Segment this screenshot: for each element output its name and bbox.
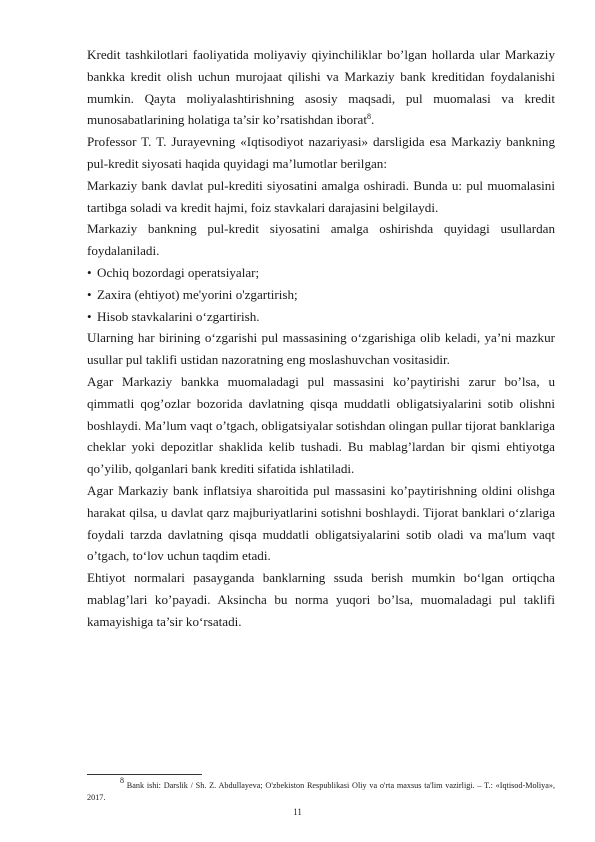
paragraph-4: Markaziy bankning pul-kredit siyosatini amalga oshirishda quyidagi usullardan foydalaniladi. — [87, 221, 555, 259]
paragraph-1-end: . — [371, 112, 375, 128]
document-body — [87, 44, 555, 633]
paragraph-1 — [87, 44, 555, 131]
list-item — [87, 284, 555, 306]
paragraph-2: Professor T. T. Jurayevning «Iqtisodiyot nazariyasi» darsligida esa Markaziy bankning pul-kredit siyosati haqida quyidagi ma’lumotlar berilgan: — [87, 134, 555, 171]
paragraph-1-text: Kredit tashkilotlari faoliyatida moliyaviy qiyinchiliklar bo’lgan hollarda ular Markaziy bankka kredit olish uchun murojaat qilishi va Markaziy bank kreditidan foydalanishi mumkin. Qayta moliyalashtirishning asosiy maqsadi, pul muomalasi va kredit munosabatlarining holatiga ta’sir ko’rsatishdan iborat — [87, 47, 555, 128]
footnote-ref-8[interactable]: 8 — [367, 112, 371, 122]
bullet-icon: • — [87, 264, 92, 280]
paragraph-3: Markaziy bank davlat pul-krediti siyosatini amalga oshiradi. Bunda u: pul muomalasini tartibga soladi va kredit hajmi, foiz stavkalari darajasini belgilaydi. — [87, 177, 555, 215]
paragraph-6: Agar Markaziy bankka muomaladagi pul massasini ko’paytirishi zarur bo’lsa, u qimmatli qog’ozlar bozorida davlatning qisqa muddatli obligatsiyalarini sotib olishni boshlaydi. Ma’lum vaqt o’tgach, obligatsiyalar sotishdan olingan pullar tijorat banklariga cheklar yoki depozitlar shaklida kelib tushadi. Bu mablag’lardan bir qismi ehtiyotga qo’yilib, qolganlari bank krediti sifatida ishlatiladi. — [87, 373, 555, 477]
list-item — [87, 306, 555, 328]
list-item-text: Zaxira (ehtiyot) me'yorini o'zgartirish; — [97, 286, 298, 302]
paragraph-5: Ularning har birining o‘zgarishi pul massasining o‘zgarishiga olib keladi, ya’ni mazkur usullar pul taklifi ustidan nazoratning eng moslashuvchan vositasidir. — [87, 330, 555, 368]
list-item — [87, 262, 555, 284]
paragraph-8: Ehtiyot normalari pasayganda banklarning ssuda berish mumkin bo‘lgan ortiqcha mablag’lari ko’payadi. Aksincha bu norma yuqori bo’lsa, muomaladagi pul taklifi kamayishiga ta’sir ko‘rsatadi. — [87, 570, 555, 629]
list-item-text: Hisob stavkalarini o‘zgartirish. — [97, 308, 260, 324]
paragraph-7: Agar Markaziy bank inflatsiya sharoitida pul massasini ko’paytirishning oldini olishga harakat qilsa, u davlat qarz majburiyatlarini sotishni boshlaydi. Tijorat banklari o‘zlariga foydali tarzda davlatning qisqa muddatli obligatsiyalarini sotib oladi va ma'lum vaqt o’tgach, to‘lov uchun taqdim etadi. — [87, 482, 555, 564]
page-number: 11 — [293, 807, 302, 817]
footnote-divider — [87, 774, 202, 775]
footnote — [87, 776, 555, 803]
bullet-icon: • — [87, 286, 92, 302]
bullet-icon: • — [87, 308, 92, 324]
footnote-number: 8 — [120, 776, 124, 785]
footnote-text: Bank ishi: Darslik / Sh. Z. Abdullayeva; O'zbekiston Respublikasi Oliy va o'rta maxsus ta'lim vazirligi. – T.: «Iqtisod-Moliya», 2017. — [87, 781, 555, 802]
list-item-text: Ochiq bozordagi operatsiyalar; — [97, 264, 260, 280]
